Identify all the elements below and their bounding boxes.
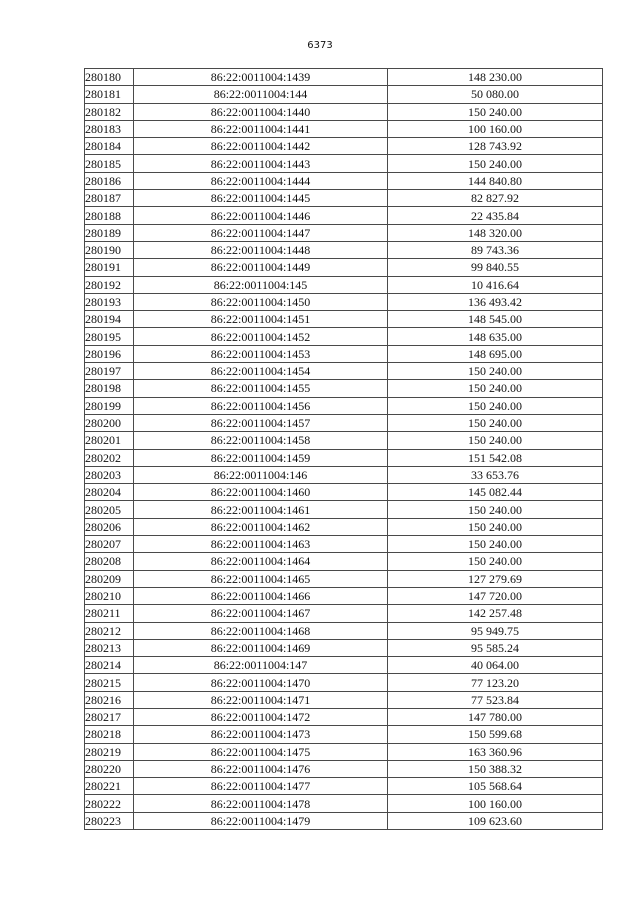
cadastral-number-cell: 86:22:0011004:1449 — [134, 259, 388, 276]
cadastral-value-cell: 128 743.92 — [388, 138, 603, 155]
cadastral-number-cell: 86:22:0011004:1467 — [134, 605, 388, 622]
table-row — [85, 241, 603, 258]
row-number-cell: 280219 — [85, 743, 134, 760]
row-number-cell: 280184 — [85, 138, 134, 155]
row-number-cell: 280207 — [85, 536, 134, 553]
cadastral-value-cell: 150 240.00 — [388, 397, 603, 414]
cadastral-number-cell: 86:22:0011004:1477 — [134, 778, 388, 795]
table-row — [85, 414, 603, 431]
table-row — [85, 691, 603, 708]
cadastral-number-cell: 86:22:0011004:1457 — [134, 414, 388, 431]
cadastral-number-cell: 86:22:0011004:1443 — [134, 155, 388, 172]
cadastral-number-cell: 86:22:0011004:1451 — [134, 311, 388, 328]
row-number-cell: 280223 — [85, 812, 134, 829]
cadastral-number-cell: 86:22:0011004:1446 — [134, 207, 388, 224]
table-row — [85, 397, 603, 414]
table-row — [85, 293, 603, 310]
row-number-cell: 280199 — [85, 397, 134, 414]
cadastral-number-cell: 86:22:0011004:1465 — [134, 570, 388, 587]
cadastral-number-cell: 86:22:0011004:1444 — [134, 172, 388, 189]
cadastral-value-cell: 150 240.00 — [388, 363, 603, 380]
cadastral-number-cell: 86:22:0011004:146 — [134, 466, 388, 483]
row-number-cell: 280202 — [85, 449, 134, 466]
row-number-cell: 280187 — [85, 190, 134, 207]
cadastral-value-cell: 150 240.00 — [388, 518, 603, 535]
table-row — [85, 484, 603, 501]
cadastral-value-cell: 89 743.36 — [388, 241, 603, 258]
table-row — [85, 69, 603, 86]
table-row — [85, 812, 603, 829]
cadastral-number-cell: 86:22:0011004:1439 — [134, 69, 388, 86]
table-row — [85, 207, 603, 224]
table-row — [85, 553, 603, 570]
cadastral-value-cell: 50 080.00 — [388, 86, 603, 103]
cadastral-number-cell: 86:22:0011004:1458 — [134, 432, 388, 449]
cadastral-number-cell: 86:22:0011004:147 — [134, 657, 388, 674]
row-number-cell: 280221 — [85, 778, 134, 795]
row-number-cell: 280194 — [85, 311, 134, 328]
cadastral-value-cell: 150 240.00 — [388, 501, 603, 518]
cadastral-number-cell: 86:22:0011004:1461 — [134, 501, 388, 518]
row-number-cell: 280201 — [85, 432, 134, 449]
table-row — [85, 155, 603, 172]
table-row — [85, 657, 603, 674]
table-row — [85, 518, 603, 535]
cadastral-value-cell: 150 240.00 — [388, 432, 603, 449]
cadastral-value-cell: 150 240.00 — [388, 553, 603, 570]
table-row — [85, 605, 603, 622]
row-number-cell: 280222 — [85, 795, 134, 812]
row-number-cell: 280181 — [85, 86, 134, 103]
table-row — [85, 311, 603, 328]
cadastral-number-cell: 86:22:0011004:1448 — [134, 241, 388, 258]
cadastral-number-cell: 86:22:0011004:1463 — [134, 536, 388, 553]
table-row — [85, 466, 603, 483]
row-number-cell: 280211 — [85, 605, 134, 622]
table-row — [85, 795, 603, 812]
row-number-cell: 280205 — [85, 501, 134, 518]
cadastral-value-cell: 148 545.00 — [388, 311, 603, 328]
row-number-cell: 280214 — [85, 657, 134, 674]
cadastral-number-cell: 86:22:0011004:1475 — [134, 743, 388, 760]
cadastral-number-cell: 86:22:0011004:145 — [134, 276, 388, 293]
row-number-cell: 280200 — [85, 414, 134, 431]
cadastral-number-cell: 86:22:0011004:144 — [134, 86, 388, 103]
row-number-cell: 280215 — [85, 674, 134, 691]
row-number-cell: 280210 — [85, 587, 134, 604]
row-number-cell: 280183 — [85, 120, 134, 137]
cadastral-value-cell: 147 720.00 — [388, 587, 603, 604]
cadastral-value-cell: 148 635.00 — [388, 328, 603, 345]
cadastral-value-cell: 150 240.00 — [388, 536, 603, 553]
table-row — [85, 86, 603, 103]
cadastral-number-cell: 86:22:0011004:1471 — [134, 691, 388, 708]
cadastral-value-cell: 100 160.00 — [388, 120, 603, 137]
cadastral-number-cell: 86:22:0011004:1455 — [134, 380, 388, 397]
cadastral-number-cell: 86:22:0011004:1473 — [134, 726, 388, 743]
row-number-cell: 280197 — [85, 363, 134, 380]
table-row — [85, 190, 603, 207]
table-row — [85, 587, 603, 604]
cadastral-number-cell: 86:22:0011004:1441 — [134, 120, 388, 137]
cadastral-number-cell: 86:22:0011004:1464 — [134, 553, 388, 570]
row-number-cell: 280190 — [85, 241, 134, 258]
row-number-cell: 280180 — [85, 69, 134, 86]
table-row — [85, 380, 603, 397]
cadastral-value-cell: 163 360.96 — [388, 743, 603, 760]
row-number-cell: 280209 — [85, 570, 134, 587]
table-row — [85, 536, 603, 553]
row-number-cell: 280193 — [85, 293, 134, 310]
table-row — [85, 570, 603, 587]
row-number-cell: 280206 — [85, 518, 134, 535]
table-row — [85, 328, 603, 345]
cadastral-value-cell: 136 493.42 — [388, 293, 603, 310]
cadastral-number-cell: 86:22:0011004:1476 — [134, 760, 388, 777]
cadastral-number-cell: 86:22:0011004:1456 — [134, 397, 388, 414]
row-number-cell: 280189 — [85, 224, 134, 241]
row-number-cell: 280191 — [85, 259, 134, 276]
cadastral-value-cell: 148 230.00 — [388, 69, 603, 86]
table-row — [85, 432, 603, 449]
table-row — [85, 345, 603, 362]
table-row — [85, 259, 603, 276]
cadastral-number-cell: 86:22:0011004:1478 — [134, 795, 388, 812]
table-row — [85, 103, 603, 120]
table-row — [85, 743, 603, 760]
table-row — [85, 172, 603, 189]
cadastral-value-cell: 100 160.00 — [388, 795, 603, 812]
table-row — [85, 639, 603, 656]
cadastral-value-cell: 99 840.55 — [388, 259, 603, 276]
row-number-cell: 280216 — [85, 691, 134, 708]
row-number-cell: 280218 — [85, 726, 134, 743]
cadastral-value-cell: 150 240.00 — [388, 155, 603, 172]
cadastral-number-cell: 86:22:0011004:1454 — [134, 363, 388, 380]
cadastral-number-cell: 86:22:0011004:1450 — [134, 293, 388, 310]
cadastral-number-cell: 86:22:0011004:1462 — [134, 518, 388, 535]
cadastral-value-cell: 144 840.80 — [388, 172, 603, 189]
cadastral-number-cell: 86:22:0011004:1479 — [134, 812, 388, 829]
row-number-cell: 280192 — [85, 276, 134, 293]
cadastral-value-cell: 148 320.00 — [388, 224, 603, 241]
cadastral-value-cell: 150 240.00 — [388, 380, 603, 397]
row-number-cell: 280217 — [85, 708, 134, 725]
cadastral-value-cell: 22 435.84 — [388, 207, 603, 224]
table-row — [85, 138, 603, 155]
table-row — [85, 363, 603, 380]
table-row — [85, 760, 603, 777]
table-body — [85, 69, 603, 830]
cadastral-number-cell: 86:22:0011004:1445 — [134, 190, 388, 207]
table-row — [85, 501, 603, 518]
cadastral-number-cell: 86:22:0011004:1447 — [134, 224, 388, 241]
table-row — [85, 674, 603, 691]
cadastral-number-cell: 86:22:0011004:1460 — [134, 484, 388, 501]
cadastral-number-cell: 86:22:0011004:1472 — [134, 708, 388, 725]
row-number-cell: 280185 — [85, 155, 134, 172]
row-number-cell: 280198 — [85, 380, 134, 397]
table-row — [85, 120, 603, 137]
cadastral-number-cell: 86:22:0011004:1442 — [134, 138, 388, 155]
cadastral-number-cell: 86:22:0011004:1469 — [134, 639, 388, 656]
cadastral-value-cell: 95 949.75 — [388, 622, 603, 639]
row-number-cell: 280204 — [85, 484, 134, 501]
row-number-cell: 280203 — [85, 466, 134, 483]
cadastral-value-cell: 150 388.32 — [388, 760, 603, 777]
cadastral-value-cell: 150 599.68 — [388, 726, 603, 743]
cadastral-number-cell: 86:22:0011004:1470 — [134, 674, 388, 691]
table-row — [85, 726, 603, 743]
cadastral-value-cell: 95 585.24 — [388, 639, 603, 656]
table-row — [85, 276, 603, 293]
cadastral-value-cell: 33 653.76 — [388, 466, 603, 483]
row-number-cell: 280196 — [85, 345, 134, 362]
cadastral-value-cell: 105 568.64 — [388, 778, 603, 795]
cadastral-value-cell: 127 279.69 — [388, 570, 603, 587]
cadastral-number-cell: 86:22:0011004:1466 — [134, 587, 388, 604]
row-number-cell: 280208 — [85, 553, 134, 570]
table-row — [85, 708, 603, 725]
page-number: 6373 — [307, 40, 333, 51]
cadastral-value-cell: 150 240.00 — [388, 103, 603, 120]
cadastral-number-cell: 86:22:0011004:1459 — [134, 449, 388, 466]
row-number-cell: 280220 — [85, 760, 134, 777]
table-row — [85, 449, 603, 466]
cadastral-value-table — [84, 68, 603, 830]
table-row — [85, 778, 603, 795]
cadastral-value-cell: 147 780.00 — [388, 708, 603, 725]
row-number-cell: 280213 — [85, 639, 134, 656]
row-number-cell: 280195 — [85, 328, 134, 345]
cadastral-number-cell: 86:22:0011004:1452 — [134, 328, 388, 345]
row-number-cell: 280188 — [85, 207, 134, 224]
row-number-cell: 280186 — [85, 172, 134, 189]
table-row — [85, 224, 603, 241]
cadastral-number-cell: 86:22:0011004:1453 — [134, 345, 388, 362]
cadastral-value-cell: 77 523.84 — [388, 691, 603, 708]
cadastral-value-cell: 148 695.00 — [388, 345, 603, 362]
row-number-cell: 280212 — [85, 622, 134, 639]
cadastral-value-cell: 151 542.08 — [388, 449, 603, 466]
table-row — [85, 622, 603, 639]
row-number-cell: 280182 — [85, 103, 134, 120]
cadastral-value-cell: 10 416.64 — [388, 276, 603, 293]
cadastral-value-cell: 40 064.00 — [388, 657, 603, 674]
cadastral-value-cell: 82 827.92 — [388, 190, 603, 207]
cadastral-number-cell: 86:22:0011004:1440 — [134, 103, 388, 120]
cadastral-value-cell: 77 123.20 — [388, 674, 603, 691]
cadastral-value-cell: 145 082.44 — [388, 484, 603, 501]
cadastral-value-cell: 109 623.60 — [388, 812, 603, 829]
cadastral-number-cell: 86:22:0011004:1468 — [134, 622, 388, 639]
cadastral-value-cell: 142 257.48 — [388, 605, 603, 622]
cadastral-value-cell: 150 240.00 — [388, 414, 603, 431]
